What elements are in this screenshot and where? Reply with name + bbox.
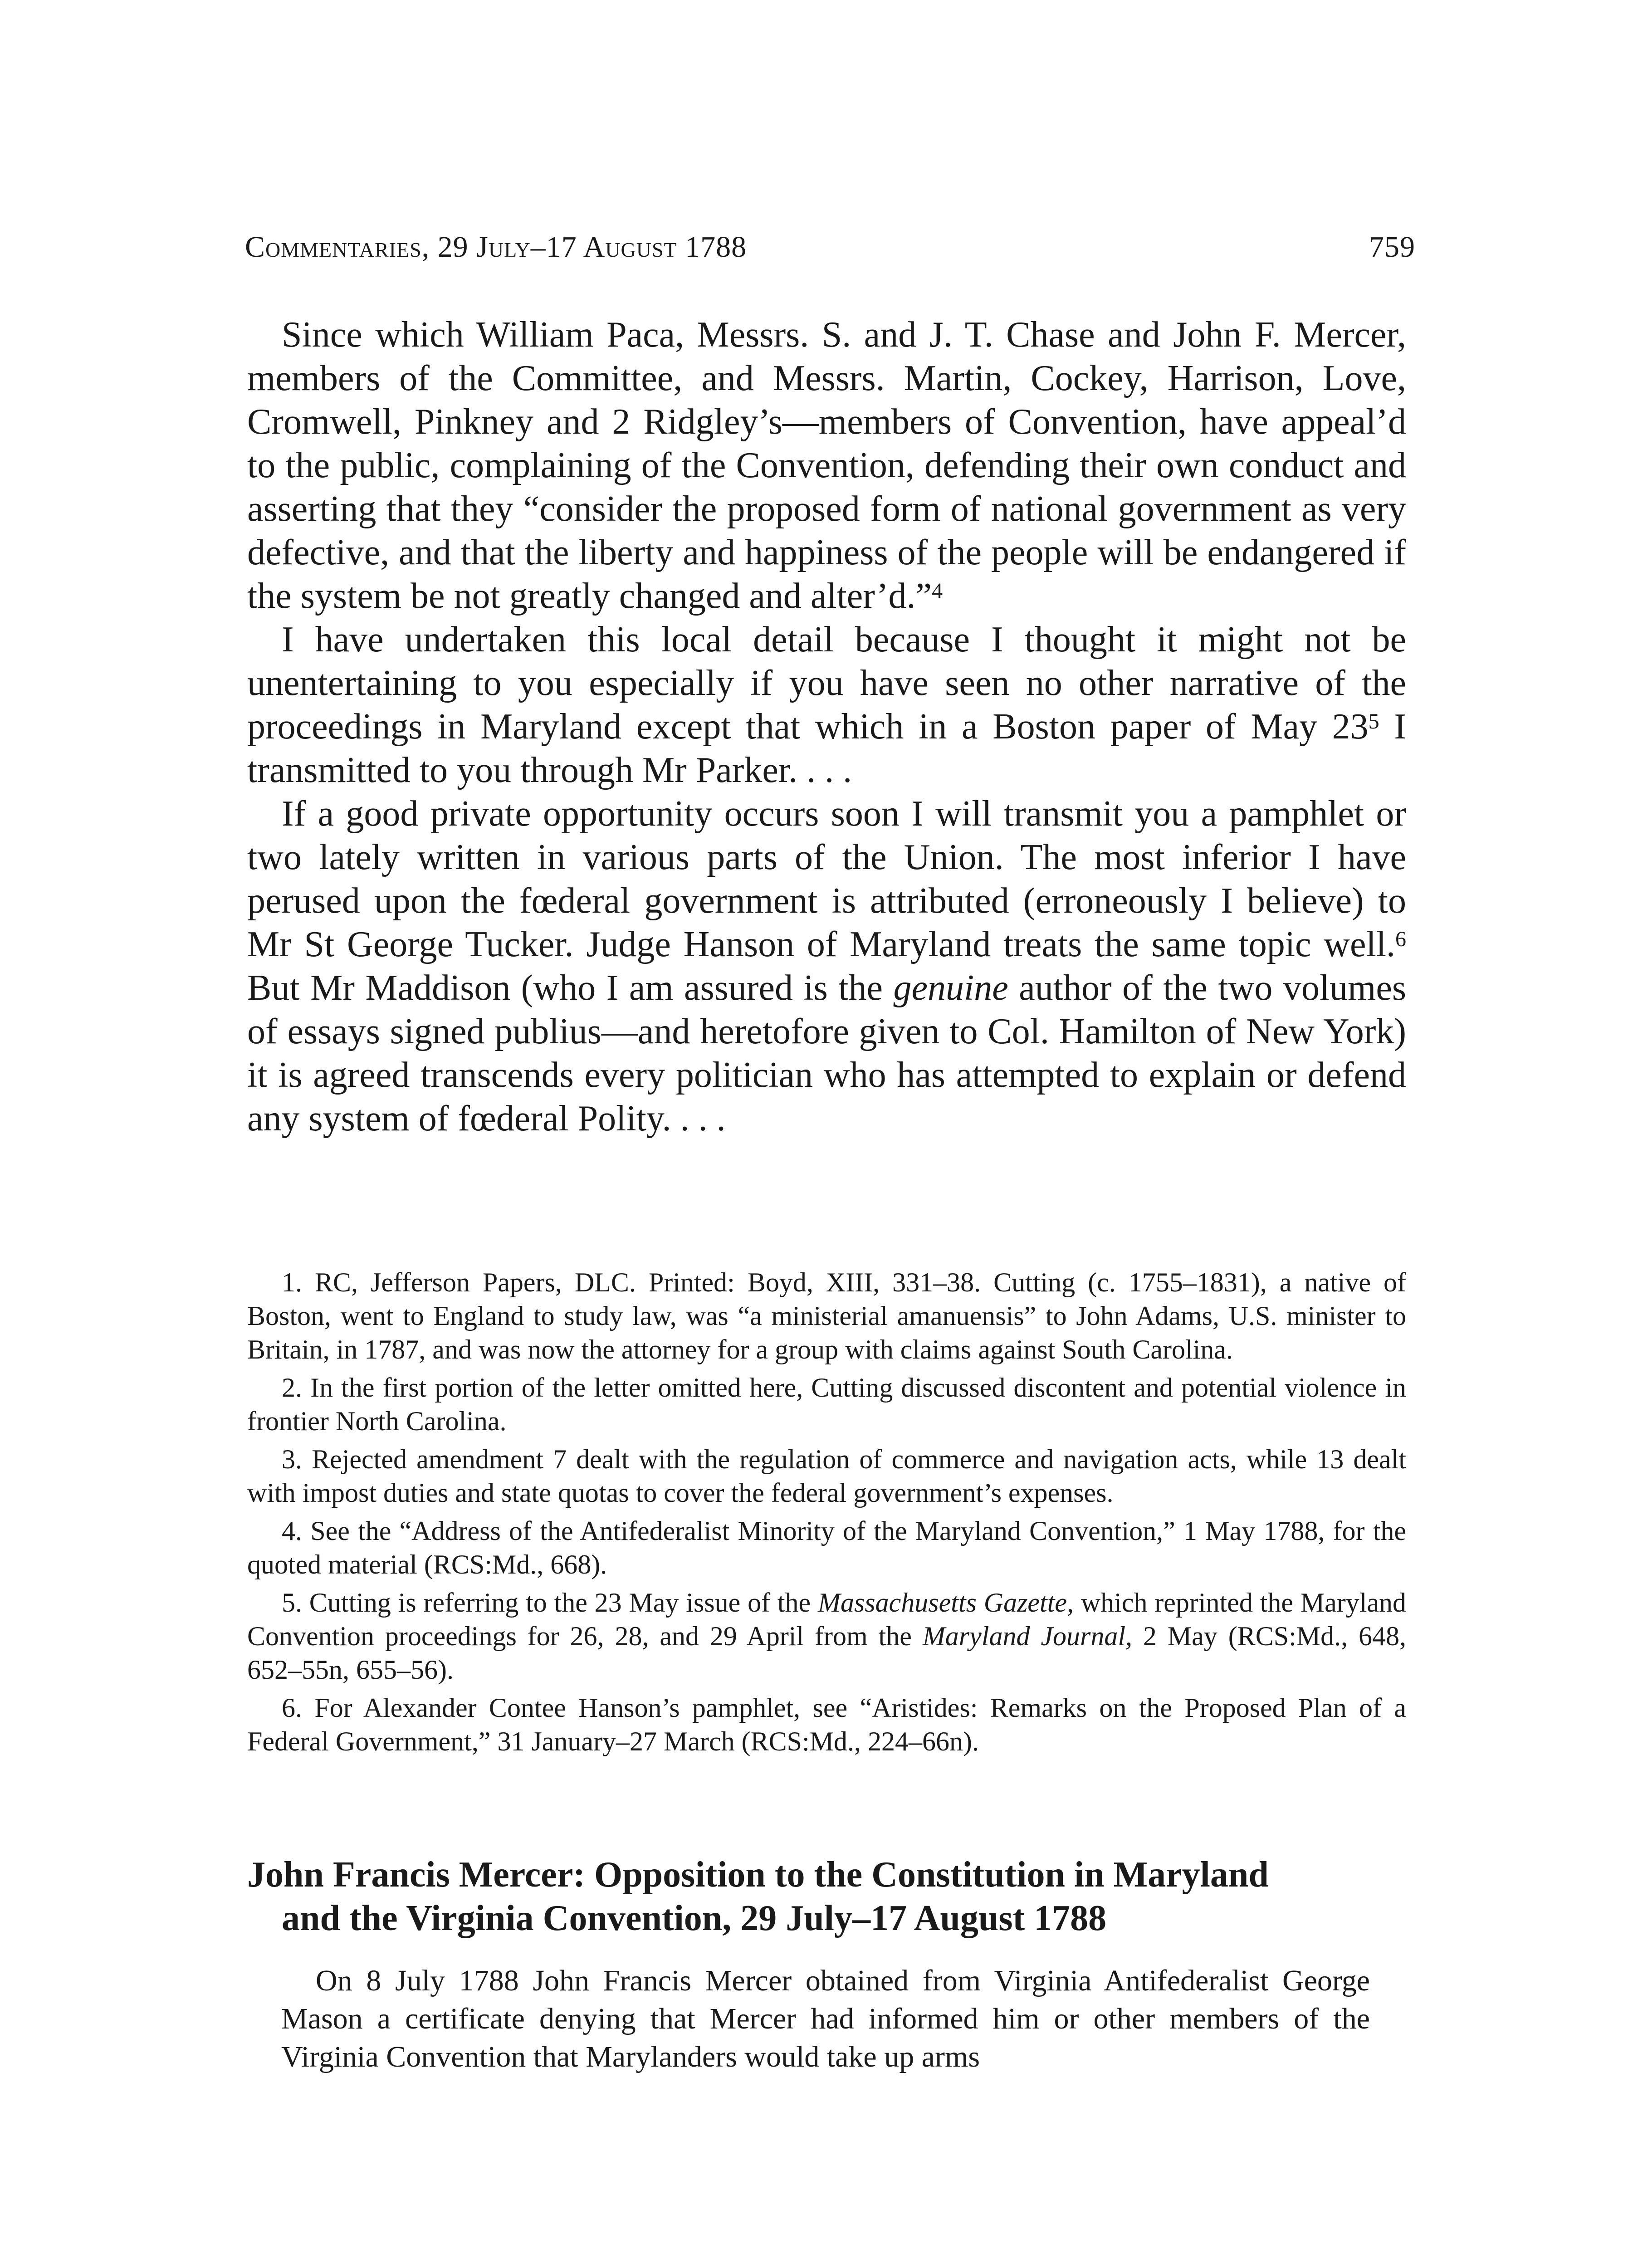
section-intro-paragraph: On 8 July 1788 John Francis Mercer obtained from Virginia Antifederalist George Mason a certificate denying that Mercer had informed him or other members of the Virginia Convention that Marylanders would take up arms — [281, 1964, 1370, 2073]
footnote-5-text-mid: which reprinted the Maryland Convention proceedings for 26, 28, and 29 April from the — [247, 1588, 1407, 1651]
footnote-5-italic-gazette: Massachusetts Gazette, — [817, 1588, 1074, 1618]
letter-text — [247, 313, 1406, 1140]
letter-paragraph-1-text: Since which William Paca, Messrs. S. and J. T. Chase and John F. Mercer, members of the Committee, and Messrs. Martin, Cockey, Harrison, Love, Cromwell, Pinkney and 2 Ridgley’s—members of Convention, have appeal’d to the public, complaining of the Convention, defending their own conduct and asserting that they “consider the proposed form of national government as very defective, and that the liberty and happiness of the people will be endangered if the system be not greatly changed and alter’d.” — [247, 315, 1406, 616]
letter-paragraph-3-text-mid: But Mr Maddison (who I am assured is the — [247, 968, 894, 1008]
footnote-ref-4: 4 — [932, 579, 943, 603]
footnote-2: 2. In the first portion of the letter omitted here, Cutting discussed discontent and potential violence in frontier North Carolina. — [247, 1373, 1406, 1436]
letter-paragraph-3-italic: genuine — [893, 968, 1008, 1008]
footnote-5-text-end: 2 May (RCS:Md., 648, 652–55n, 655–56). — [247, 1621, 1407, 1685]
letter-paragraph-2-text: I have undertaken this local detail because I thought it might not be unentertaining to you especially if you have seen no other narrative of the proceedings in Maryland except that which in a Boston paper of May 23 — [247, 620, 1406, 747]
page-number: 759 — [1369, 230, 1415, 264]
footnote-ref-5: 5 — [1368, 709, 1379, 734]
letter-paragraph-2-text-end: I transmitted to you through Mr Parker. . . . — [247, 707, 1407, 790]
footnotes — [247, 1266, 1406, 1763]
section-heading-line-2: and the Virginia Convention, 29 July–17 August 1788 — [282, 1898, 1107, 1938]
footnote-5-italic-journal: Maryland Journal, — [922, 1621, 1132, 1651]
footnote-3: 3. Rejected amendment 7 dealt with the regulation of commerce and navigation acts, while 13 dealt with impost duties and state quotas to cover the federal government’s expenses. — [247, 1444, 1406, 1508]
letter-paragraph-3-text-end: author of the two volumes of essays signed publius—and heretofore given to Col. Hamilton of New York) it is agreed transcends every politician who has attempted to explain or defend any system of fœderal Polity. . . . — [247, 968, 1406, 1139]
footnote-5-text: 5. Cutting is referring to the 23 May issue of the — [282, 1588, 818, 1618]
running-head-title: Commentaries, 29 July–17 August 1788 — [245, 230, 747, 264]
footnote-6: 6. For Alexander Contee Hanson’s pamphlet, see “Aristides: Remarks on the Proposed Plan of a Federal Government,” 31 January–27 March (RCS:Md., 224–66n). — [247, 1693, 1406, 1756]
footnote-4: 4. See the “Address of the Antifederalist Minority of the Maryland Convention,” 1 May 1788, for the quoted material (RCS:Md., 668). — [247, 1516, 1406, 1579]
section-heading — [247, 1853, 1406, 1940]
section-heading-line-1: John Francis Mercer: Opposition to the Constitution in Maryland — [247, 1855, 1269, 1895]
letter-paragraph-3-text: If a good private opportunity occurs soon I will transmit you a pamphlet or two lately written in various parts of the Union. The most inferior I have perused upon the fœderal government is attributed (erroneously I believe) to Mr St George Tucker. Judge Hanson of Maryland treats the same topic well. — [247, 794, 1406, 964]
section-intro — [281, 1962, 1370, 2076]
letter-paragraph-3 — [247, 792, 1406, 1140]
running-head — [245, 229, 1415, 265]
footnote-ref-6: 6 — [1395, 927, 1406, 952]
letter-paragraph-1 — [247, 313, 1406, 618]
footnote-1: 1. RC, Jefferson Papers, DLC. Printed: Boyd, XIII, 331–38. Cutting (c. 1755–1831), a native of Boston, went to England to study law, was “a ministerial amanuensis” to John Adams, U.S. minister to Britain, in 1787, and was now the attorney for a group with claims against South Carolina. — [247, 1267, 1406, 1364]
letter-paragraph-2 — [247, 618, 1406, 792]
footnote-5 — [247, 1586, 1406, 1686]
